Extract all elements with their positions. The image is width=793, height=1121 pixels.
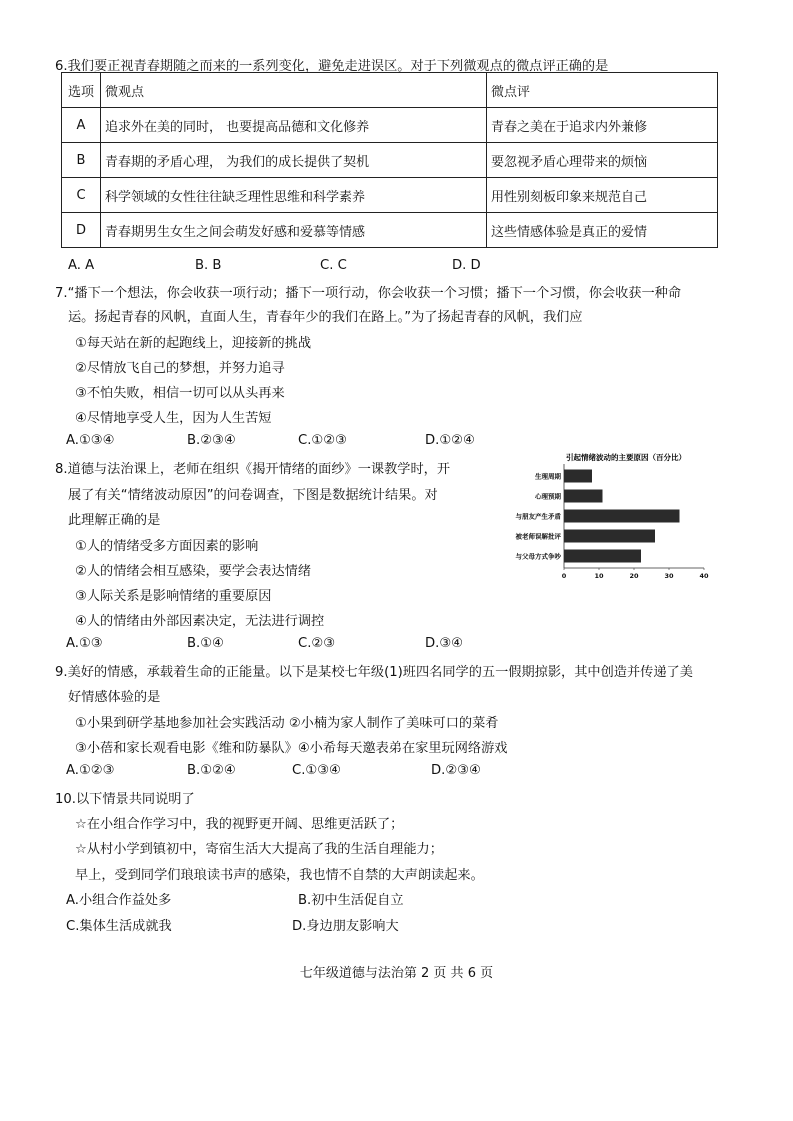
category-label: 心理预期 bbox=[535, 492, 561, 501]
q8-choice-b: B.①④ bbox=[187, 636, 224, 651]
q9-items-line1: ①小果到研学基地参加社会实践活动 ②小楠为家人制作了美味可口的菜肴 bbox=[75, 716, 499, 731]
category-label: 被老师误解批评 bbox=[515, 532, 561, 541]
bar bbox=[564, 470, 592, 483]
header-comment: 微点评 bbox=[487, 73, 718, 108]
q9-stem-line2: 好情感体验的是 bbox=[68, 690, 161, 705]
q9-choice-c: C.①③④ bbox=[292, 763, 341, 778]
q7-item-1: ①每天站在新的起跑线上，迎接新的挑战 bbox=[75, 336, 312, 351]
q8-item-1: ①人的情绪受多方面因素的影响 bbox=[75, 539, 259, 554]
q8-item-3: ③人际关系是影响情绪的重要原因 bbox=[75, 589, 272, 604]
q10-choice-b: B.初中生活促自立 bbox=[298, 893, 404, 908]
table-header-row bbox=[62, 73, 718, 108]
row-viewpoint: 科学领域的女性往往缺乏理性思维和科学素养 bbox=[101, 178, 487, 213]
q10-stem: 10.以下情景共同说明了 bbox=[55, 792, 195, 807]
x-tick-label: 10 bbox=[594, 572, 604, 580]
q10-item-2: ☆从村小学到镇初中，寄宿生活大大提高了我的生活自理能力； bbox=[75, 842, 443, 857]
bar-chart-svg bbox=[496, 448, 718, 588]
q7-item-2: ②尽情放飞自己的梦想，并努力追寻 bbox=[75, 361, 285, 376]
header-viewpoint: 微观点 bbox=[101, 73, 487, 108]
x-tick-label: 40 bbox=[699, 572, 709, 580]
row-option: B bbox=[62, 143, 101, 178]
row-viewpoint: 青春期男生女生之间会萌发好感和爱慕等情感 bbox=[101, 213, 487, 248]
bar bbox=[564, 530, 655, 543]
q6-table bbox=[61, 72, 718, 248]
bar bbox=[564, 550, 641, 563]
q8-choice-a: A.①③ bbox=[66, 636, 103, 651]
row-viewpoint: 青春期的矛盾心理， 为我们的成长提供了契机 bbox=[101, 143, 487, 178]
q8-stem-line1: 8.道德与法治课上，老师在组织《揭开情绪的面纱》一课教学时，开 bbox=[55, 462, 451, 477]
q7-item-3: ③不怕失败，相信一切可以从头再来 bbox=[75, 386, 285, 401]
q9-stem-line1: 9.美好的情感，承载着生命的正能量。以下是某校七年级(1)班四名同学的五一假期掠影，其中创造并传递了美 bbox=[55, 665, 693, 680]
table-row bbox=[62, 213, 718, 248]
q6-stem: 6.我们要正视青春期随之而来的一系列变化，避免走进误区。对于下列微观点的微点评正确的是 bbox=[55, 59, 609, 74]
q6-choice-d: D. D bbox=[452, 258, 481, 273]
row-option: A bbox=[62, 108, 101, 143]
row-comment: 青春之美在于追求内外兼修 bbox=[487, 108, 718, 143]
q7-choice-d: D.①②④ bbox=[425, 433, 475, 448]
q10-choice-c: C.集体生活成就我 bbox=[66, 919, 172, 934]
q7-stem-line2: 运。扬起青春的风帆，直面人生，青春年少的我们在路上。”为了扬起青春的风帆，我们应 bbox=[68, 310, 583, 325]
x-tick-label: 20 bbox=[629, 572, 639, 580]
table-row bbox=[62, 108, 718, 143]
table-row bbox=[62, 143, 718, 178]
table-row bbox=[62, 178, 718, 213]
category-label: 与父母方式争吵 bbox=[515, 552, 561, 561]
q8-choice-d: D.③④ bbox=[425, 636, 463, 651]
row-viewpoint: 追求外在美的同时， 也要提高品德和文化修养 bbox=[101, 108, 487, 143]
header-option: 选项 bbox=[62, 73, 101, 108]
q6-choice-a: A. A bbox=[68, 258, 95, 273]
x-tick-label: 30 bbox=[664, 572, 674, 580]
q9-choice-d: D.②③④ bbox=[431, 763, 481, 778]
q10-item-1: ☆在小组合作学习中，我的视野更开阔、思维更活跃了； bbox=[75, 817, 404, 832]
q8-choice-c: C.②③ bbox=[298, 636, 336, 651]
category-label: 与朋友产生矛盾 bbox=[515, 512, 561, 521]
q7-item-4: ④尽情地享受人生，因为人生苦短 bbox=[75, 411, 272, 426]
q10-choice-d: D.身边朋友影响大 bbox=[292, 919, 399, 934]
q10-item-3: 早上，受到同学们琅琅读书声的感染，我也情不自禁的大声朗读起来。 bbox=[75, 868, 484, 883]
q8-item-4: ④人的情绪由外部因素决定，无法进行调控 bbox=[75, 614, 325, 629]
q9-choice-a: A.①②③ bbox=[66, 763, 115, 778]
row-option: C bbox=[62, 178, 101, 213]
row-option: D bbox=[62, 213, 101, 248]
row-comment: 这些情感体验是真正的爱情 bbox=[487, 213, 718, 248]
bar bbox=[564, 490, 603, 503]
q9-choice-b: B.①②④ bbox=[187, 763, 236, 778]
q8-stem-line3: 此理解正确的是 bbox=[68, 513, 161, 528]
row-comment: 用性别刻板印象来规范自己 bbox=[487, 178, 718, 213]
x-tick-label: 0 bbox=[561, 572, 567, 580]
q8-stem-line2: 展了有关“情绪波动原因”的问卷调查，下图是数据统计结果。对 bbox=[68, 488, 438, 503]
q7-choice-a: A.①③④ bbox=[66, 433, 115, 448]
q6-choice-b: B. B bbox=[195, 258, 222, 273]
q10-choice-a: A.小组合作益处多 bbox=[66, 893, 172, 908]
emotion-cause-chart bbox=[496, 448, 718, 588]
q8-item-2: ②人的情绪会相互感染，要学会表达情绪 bbox=[75, 564, 312, 579]
q7-choice-c: C.①②③ bbox=[298, 433, 347, 448]
bar bbox=[564, 510, 680, 523]
q6-choice-c: C. C bbox=[320, 258, 347, 273]
chart-title: 引起情绪波动的主要原因（百分比） bbox=[566, 453, 686, 462]
page-footer: 七年级道德与法治第 2 页 共 6 页 bbox=[299, 966, 494, 981]
q7-stem-line1: 7.“播下一个想法，你会收获一项行动；播下一项行动，你会收获一个习惯；播下一个习惯，你会收获一种命 bbox=[55, 286, 682, 301]
q9-items-line2: ③小蓓和家长观看电影《维和防暴队》④小希每天邀表弟在家里玩网络游戏 bbox=[75, 741, 508, 756]
row-comment: 要忽视矛盾心理带来的烦恼 bbox=[487, 143, 718, 178]
q7-choice-b: B.②③④ bbox=[187, 433, 236, 448]
category-label: 生理周期 bbox=[535, 472, 561, 481]
